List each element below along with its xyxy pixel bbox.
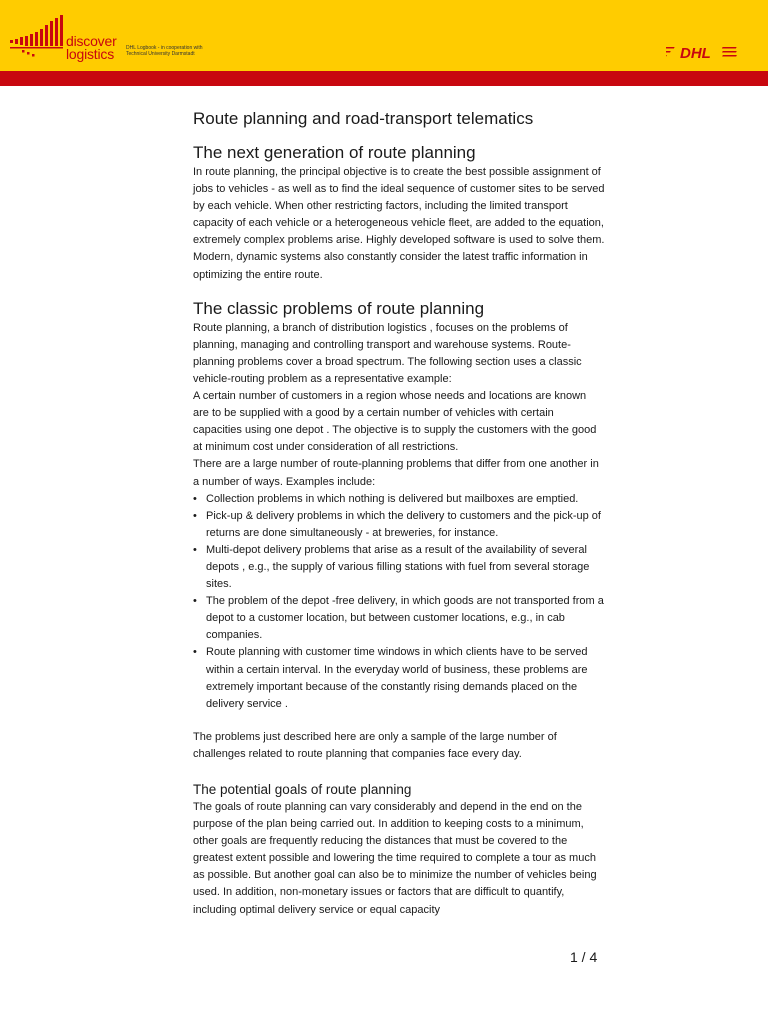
page-header [0, 0, 768, 71]
paragraph: Route planning, a branch of distribution logistics , focuses on the problems of planning, managing and controlling transport and warehouse systems. Route-planning problems cover a broad spectrum. The following section uses a classic vehicle-routing problem as a representative example: [193, 321, 582, 385]
section-body-next-generation: In route planning, the principal objective is to create the best possible assignment of jobs to vehicles - as well as to find the ideal sequence of customer sites to be served by each vehicle. When other restricting factors, including the limited transport capacity of each vehicle or a heterogeneous vehicle fleet, are added to the equation, extremely complex problems arise. Highly developed software is used to solve them. Modern, dynamic systems also constantly consider the latest traffic information in optimizing the entire route. [193, 166, 605, 281]
list-item-text: The problem of the depot -free delivery, in which goods are not transported from a depot to a customer location, but between customer locations, e.g., in cab companies. [206, 595, 604, 642]
page-number: 1 / 4 [570, 949, 598, 965]
paragraph: A certain number of customers in a region whose needs and locations are known are to be supplied with a good by a certain number of vehicles with certain capacities using one depot . The objective is to supply the customers with the good at minimum cost under consideration of all restrictions. [193, 390, 597, 454]
spacer [193, 713, 605, 729]
dhl-wordmark: DHL [680, 45, 711, 60]
section-heading-classic-problems: The classic problems of route planning [193, 298, 485, 318]
logo-wordmark [66, 35, 117, 61]
list-item-text: Multi-depot delivery problems that arise as a result of the availability of several depots , e.g., the supply of various filling stations with fuel from several storage sites. [206, 543, 590, 591]
tagline-line2: Technical University Darmstadt [126, 51, 195, 57]
spacer [193, 763, 605, 781]
section-heading-next-generation: The next generation of route planning [193, 143, 476, 162]
dhl-logo-icon [666, 44, 746, 60]
header-red-band [0, 71, 768, 86]
logo-line-logistics: logistics [66, 46, 114, 62]
list-item-text: Collection problems in which nothing is delivered but mailboxes are emptied. [206, 492, 579, 505]
logo-line-discover: discover [66, 33, 117, 49]
document-title: Route planning and road-transport telematics [193, 109, 534, 128]
section-body-potential-goals: The goals of route planning can vary considerably and depend in the end on the purpose of the plan being carried out. In addition to keeping costs to a minimum, other goals are frequently reducing the distances that must be covered to the greatest extent possible and lowering the time required to complete a tour as much as possible. But another goal can also be to minimize the number of vehicles being used. In addition, non-monetary issues or factors that are difficult to quantify, including optimal delivery service or equal capacity [193, 801, 597, 916]
examples-list [193, 491, 605, 713]
bullet-icon: • [193, 509, 197, 522]
bullet-icon: • [193, 492, 197, 505]
list-item [193, 508, 605, 542]
list-item [193, 542, 605, 593]
list-item [193, 491, 605, 508]
tagline-line1: DHL Logbook - in cooperation with [126, 45, 203, 51]
document-body [193, 106, 605, 919]
bullet-icon: • [193, 595, 197, 608]
discover-logistics-logo-icon [10, 14, 66, 60]
paragraph: The problems just described here are only a sample of the large number of challenges related to route planning that companies face every day. [193, 730, 557, 760]
bullet-icon: • [193, 646, 197, 659]
spacer [193, 284, 605, 298]
list-item [193, 593, 605, 644]
paragraph: There are a large number of route-planning problems that differ from one another in a number of ways. Examples include: [193, 458, 599, 488]
section-heading-potential-goals: The potential goals of route planning [193, 782, 412, 797]
bullet-icon: • [193, 543, 197, 556]
list-item [193, 644, 605, 712]
header-tagline [126, 45, 203, 57]
list-item-text: Route planning with customer time windows in which clients have to be served within a certain interval. In the everyday world of business, these problems are extremely important because of the constantly rising demands placed on the delivery service . [206, 646, 588, 710]
list-item-text: Pick-up & delivery problems in which the delivery to customers and the pick-up of returns are done simultaneously - at breweries, for instance. [206, 509, 601, 539]
